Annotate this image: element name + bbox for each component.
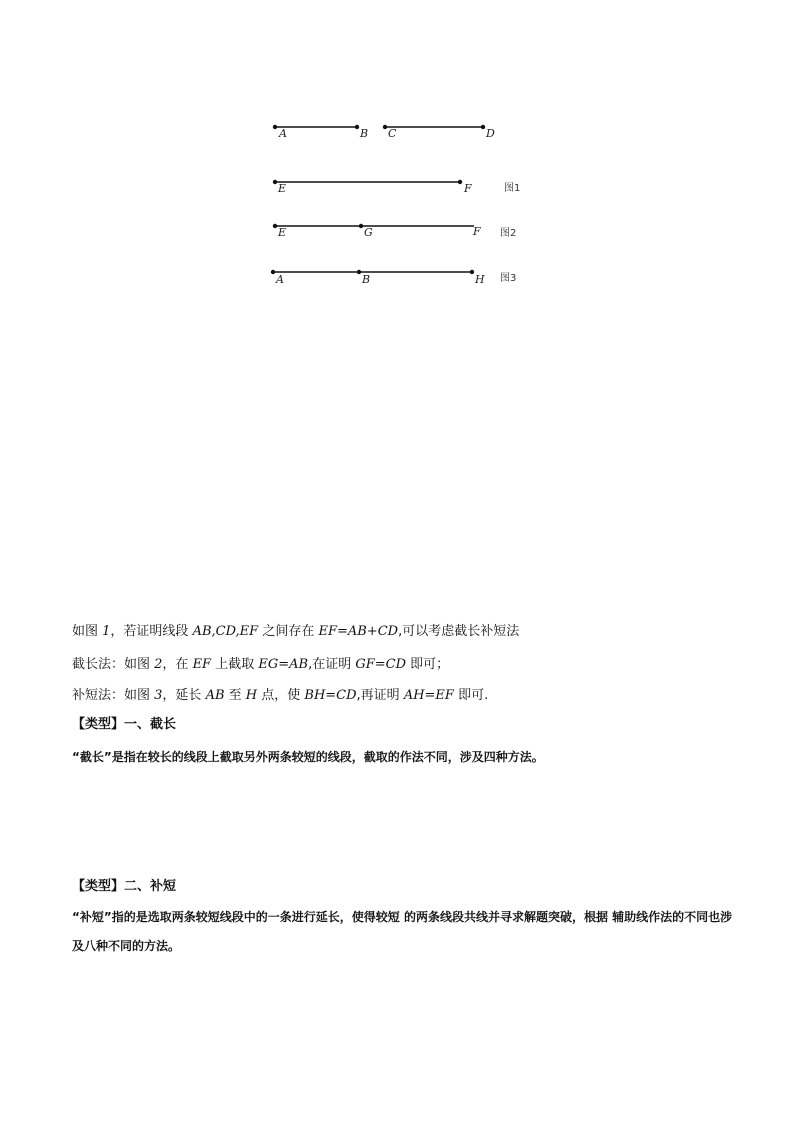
p2-figure-number: 2 xyxy=(154,657,163,672)
figure-row-ab-cd xyxy=(273,125,495,140)
p3-text-5: ,再证明 xyxy=(356,688,404,703)
p3-text-1: 补短法：如图 xyxy=(72,688,155,703)
p3-point: H xyxy=(245,688,258,703)
p3-text-3: 至 xyxy=(224,688,246,703)
p3-text-2: ，延长 xyxy=(162,688,206,703)
point-b2 xyxy=(357,270,361,274)
label-b: B xyxy=(360,127,369,140)
p2-text-3: 上截取 xyxy=(211,657,259,672)
p2-text-2: ，在 xyxy=(162,657,193,672)
p3-segment: AB xyxy=(205,688,225,703)
p3-figure-number: 3 xyxy=(154,688,163,703)
point-d xyxy=(481,125,485,129)
p2-equation-1: EG=AB xyxy=(258,657,309,672)
p2-text-5: 即可； xyxy=(406,657,450,672)
label-d: D xyxy=(486,127,495,140)
label-a2: A xyxy=(276,273,284,286)
label-c: C xyxy=(388,127,397,140)
p2-text-1: 截长法：如图 xyxy=(72,657,155,672)
type-1-heading: 【类型】一、截长 xyxy=(72,717,177,732)
label-h: H xyxy=(475,273,485,286)
p1-figure-number: 1 xyxy=(102,624,111,639)
p1-segments: AB,CD,EF xyxy=(192,624,259,639)
p1-text-2: ，若证明线段 xyxy=(110,624,193,639)
point-e xyxy=(273,180,277,184)
label-f2: F xyxy=(473,225,481,238)
intro-paragraph xyxy=(72,622,732,642)
p3-equation-1: BH=CD xyxy=(304,688,357,703)
point-g xyxy=(359,224,363,228)
p2-text-4: ,在证明 xyxy=(308,657,356,672)
figure-caption-1: 图1 xyxy=(504,183,521,194)
figure-caption-3: 图3 xyxy=(500,273,517,284)
p1-text-1: 如图 xyxy=(72,624,103,639)
figure-3 xyxy=(271,270,517,286)
point-h xyxy=(470,270,474,274)
extend-short-method-paragraph xyxy=(72,686,732,706)
p3-text-4: 点，使 xyxy=(257,688,305,703)
point-a xyxy=(273,125,277,129)
label-f: F xyxy=(464,182,472,195)
label-a: A xyxy=(279,127,287,140)
figure-2 xyxy=(273,224,517,239)
type-2-heading: 【类型】二、补短 xyxy=(72,879,177,894)
point-c xyxy=(383,125,387,129)
p3-equation-2: AH=EF xyxy=(403,688,454,703)
p2-equation-2: GF=CD xyxy=(355,657,406,672)
label-g: G xyxy=(364,226,373,239)
label-e: E xyxy=(278,182,287,195)
point-e2 xyxy=(273,224,277,228)
label-b2: B xyxy=(362,273,371,286)
figure-caption-2: 图2 xyxy=(500,228,517,239)
p1-text-3: 之间存在 xyxy=(258,624,319,639)
type-1-description: “截长”是指在较长的线段上截取另外两条较短的线段，截取的作法不同，涉及四种方法。 xyxy=(72,750,544,764)
point-a2 xyxy=(271,270,275,274)
segment-figures xyxy=(0,0,794,320)
type-2-description: “补短”指的是选取两条较短线段中的一条进行延长，使得较短 的两条线段共线并寻求解题突破，根据 辅助线作法的不同也涉及八种不同的方法。 xyxy=(72,910,733,953)
point-f xyxy=(458,180,462,184)
point-b xyxy=(355,125,359,129)
p3-text-6: 即可. xyxy=(453,688,489,703)
p1-text-4: ,可以考虑截长补短法 xyxy=(398,624,520,639)
p1-equation: EF=AB+CD xyxy=(318,624,399,639)
figure-1 xyxy=(273,180,521,195)
cut-long-method-paragraph xyxy=(72,655,732,675)
p2-segment: EF xyxy=(192,657,212,672)
label-e2: E xyxy=(278,226,287,239)
